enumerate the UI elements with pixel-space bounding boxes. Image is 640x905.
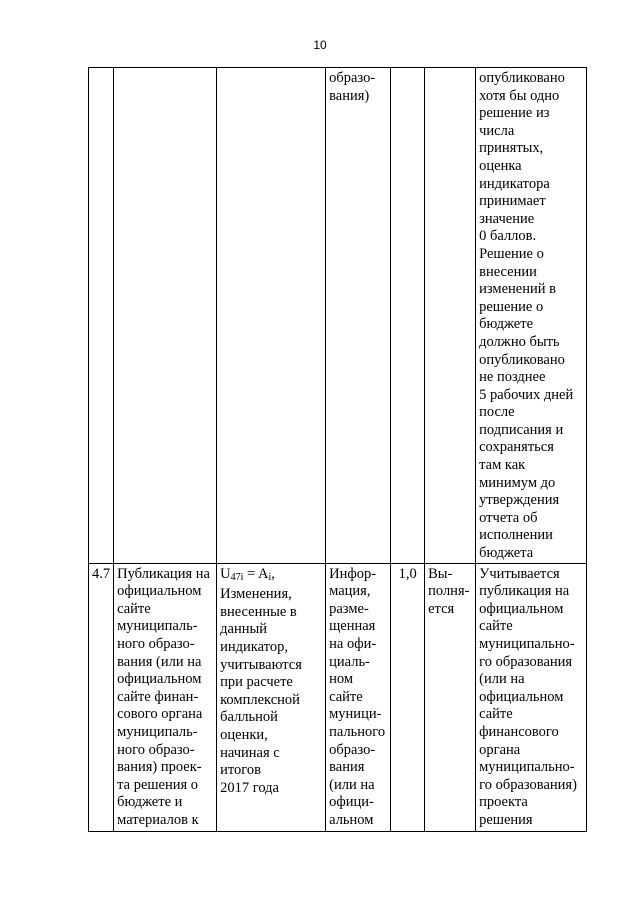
row-number-cell: 4.7	[89, 563, 114, 831]
weight-cell: 1,0	[391, 563, 425, 831]
calculation-cell: Вы- полня- ется	[425, 563, 476, 831]
formula-text: $U_{47i} = A_i$,	[220, 565, 275, 583]
formula-subscript: i	[268, 571, 272, 583]
row-number-cell	[89, 68, 114, 564]
formula-cell	[217, 563, 326, 831]
indicator-name-cell: Публикация на официальном сайте муниципаль- ного образо- вания (или на официальном сайте финан- сового органа муниципаль- ного образо- вания) проек- та решения о бюджете и материалов к	[114, 563, 217, 831]
table-row	[89, 68, 587, 564]
indicator-table	[88, 67, 587, 832]
source-cell: образо- вания)	[326, 68, 391, 564]
table-row	[89, 563, 587, 831]
page-number: 10	[313, 38, 327, 52]
formula-subscript: 47i	[230, 571, 244, 583]
formula-note: Изменения, внесенные в данный индикатор, учитываются при расчете комплексной балльной оценки, начиная с итогов 2017 года	[220, 586, 302, 796]
calculation-cell	[425, 68, 476, 564]
indicator-name-cell	[114, 68, 217, 564]
weight-cell	[391, 68, 425, 564]
formula-cell	[217, 68, 326, 564]
comment-cell: Учитывается публикация на официальном сайте муниципально- го образования (или на официальном сайте финансового органа муниципально- го образования) проекта решения	[476, 563, 587, 831]
comment-cell: опубликовано хотя бы одно решение из числа принятых, оценка индикатора принимает значение 0 баллов. Решение о внесении изменений в решение о бюджете должно быть опубликовано не позднее 5 рабочих дней после подписания и сохраняться там как минимум до утверждения отчета об исполнении бюджета	[476, 68, 587, 564]
source-cell: Инфор- мация, разме- щенная на офи- циаль- ном сайте муници- пального образо- вания (или на офици- альном	[326, 563, 391, 831]
